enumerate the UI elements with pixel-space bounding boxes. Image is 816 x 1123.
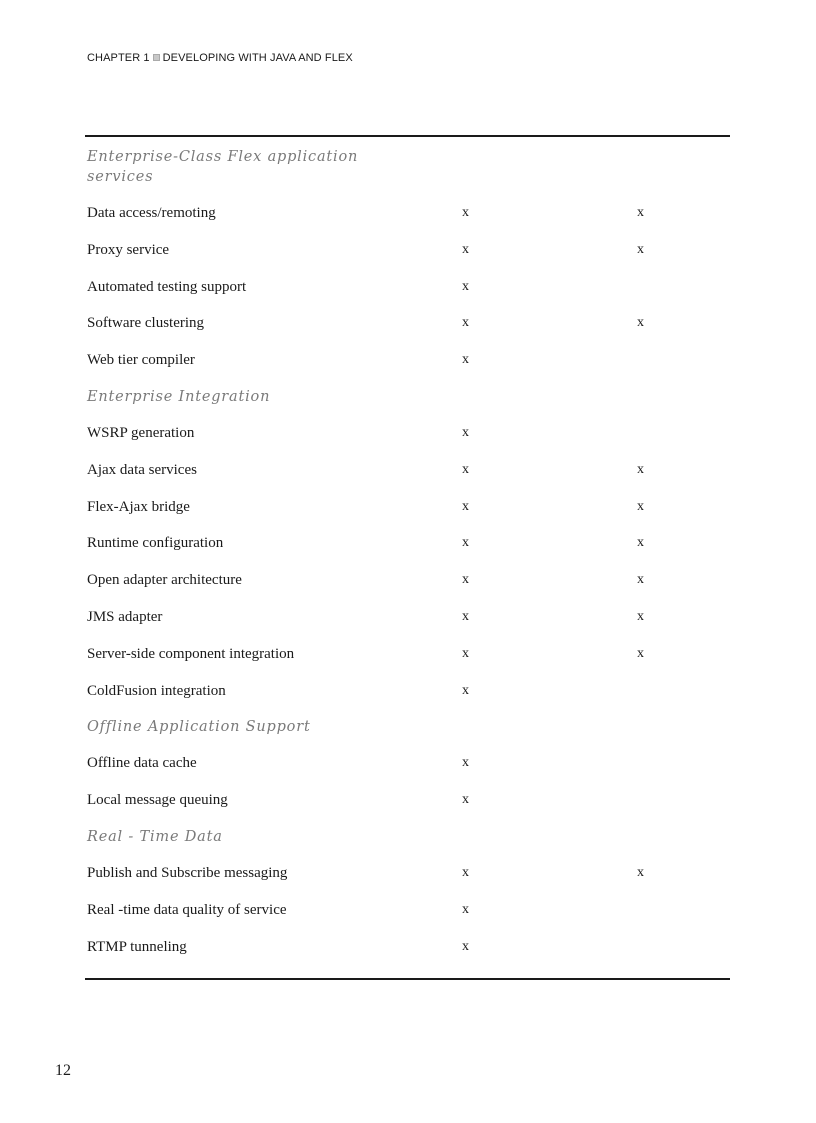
table-row (87, 342, 730, 379)
row-mark-col1: x (462, 792, 469, 808)
section-heading-line: Enterprise Integration (87, 388, 271, 405)
table-row (87, 855, 730, 892)
table-row (87, 525, 730, 562)
row-label: Runtime configuration (87, 535, 224, 552)
feature-table (87, 147, 730, 965)
row-mark-col1: x (462, 498, 469, 514)
row-mark-col1: x (462, 241, 469, 257)
table-row (87, 892, 730, 929)
running-head (87, 52, 353, 64)
row-mark-col2: x (637, 645, 644, 661)
row-mark-col1: x (462, 424, 469, 440)
section-heading-line: Enterprise-Class Flex application (87, 149, 359, 165)
section-heading (87, 717, 730, 737)
row-label: Offline data cache (87, 755, 197, 772)
row-mark-col2: x (637, 498, 644, 514)
row-mark-col1: x (462, 864, 469, 880)
row-label: RTMP tunneling (87, 938, 187, 955)
section-heading-line: services (87, 169, 154, 185)
section-heading-line: Offline Application Support (87, 719, 311, 736)
chapter-number: CHAPTER 1 (87, 52, 150, 64)
row-mark-col1: x (462, 535, 469, 551)
row-label: Data access/remoting (87, 205, 216, 221)
row-label: ColdFusion integration (87, 682, 226, 699)
separator-square-icon (153, 54, 160, 61)
row-mark-col2: x (637, 315, 644, 331)
row-label: Ajax data services (87, 461, 197, 478)
table-row (87, 636, 730, 673)
row-mark-col2: x (637, 535, 644, 551)
table-row (87, 562, 730, 599)
row-mark-col1: x (462, 278, 469, 294)
table-row (87, 232, 730, 269)
table-row (87, 269, 730, 306)
table-section (87, 379, 730, 709)
row-label: WSRP generation (87, 424, 195, 441)
table-top-rule (85, 135, 730, 137)
row-mark-col1: x (462, 645, 469, 661)
row-label: JMS adapter (87, 608, 163, 625)
row-label: Local message queuing (87, 792, 228, 809)
table-row (87, 305, 730, 342)
row-label: Server-side component integration (87, 645, 295, 662)
row-mark-col2: x (637, 461, 644, 477)
table-row (87, 489, 730, 526)
row-mark-col1: x (462, 901, 469, 917)
row-mark-col2: x (637, 608, 644, 624)
row-mark-col1: x (462, 205, 469, 220)
section-heading (87, 827, 730, 847)
row-mark-col2: x (637, 241, 644, 257)
row-mark-col2: x (637, 205, 644, 220)
row-label: Web tier compiler (87, 352, 195, 369)
row-mark-col1: x (462, 352, 469, 368)
table-row (87, 929, 730, 966)
table-row (87, 452, 730, 489)
table-row (87, 599, 730, 636)
table-bottom-rule (85, 978, 730, 980)
row-label: Real -time data quality of service (87, 901, 287, 918)
row-mark-col1: x (462, 461, 469, 477)
row-mark-col1: x (462, 572, 469, 588)
row-mark-col1: x (462, 938, 469, 954)
row-mark-col1: x (462, 755, 469, 771)
table-section (87, 147, 730, 379)
row-label: Automated testing support (87, 278, 247, 295)
table-row (87, 782, 730, 819)
row-label: Proxy service (87, 241, 170, 258)
row-mark-col2: x (637, 864, 644, 880)
page-number: 12 (55, 1062, 71, 1079)
table-row (87, 745, 730, 782)
row-mark-col2: x (637, 572, 644, 588)
row-mark-col1: x (462, 315, 469, 331)
row-label: Flex-Ajax bridge (87, 498, 190, 515)
table-row (87, 415, 730, 452)
section-heading (87, 387, 730, 407)
table-section (87, 819, 730, 965)
chapter-title: DEVELOPING WITH JAVA AND FLEX (162, 52, 353, 64)
section-heading (87, 147, 730, 187)
row-label: Software clustering (87, 315, 205, 332)
row-mark-col1: x (462, 608, 469, 624)
row-label: Open adapter architecture (87, 572, 242, 589)
table-section (87, 709, 730, 819)
table-row (87, 673, 730, 710)
table-row (87, 195, 730, 232)
row-label: Publish and Subscribe messaging (87, 864, 288, 881)
section-heading-line: Real - Time Data (87, 828, 223, 845)
row-mark-col1: x (462, 682, 469, 698)
